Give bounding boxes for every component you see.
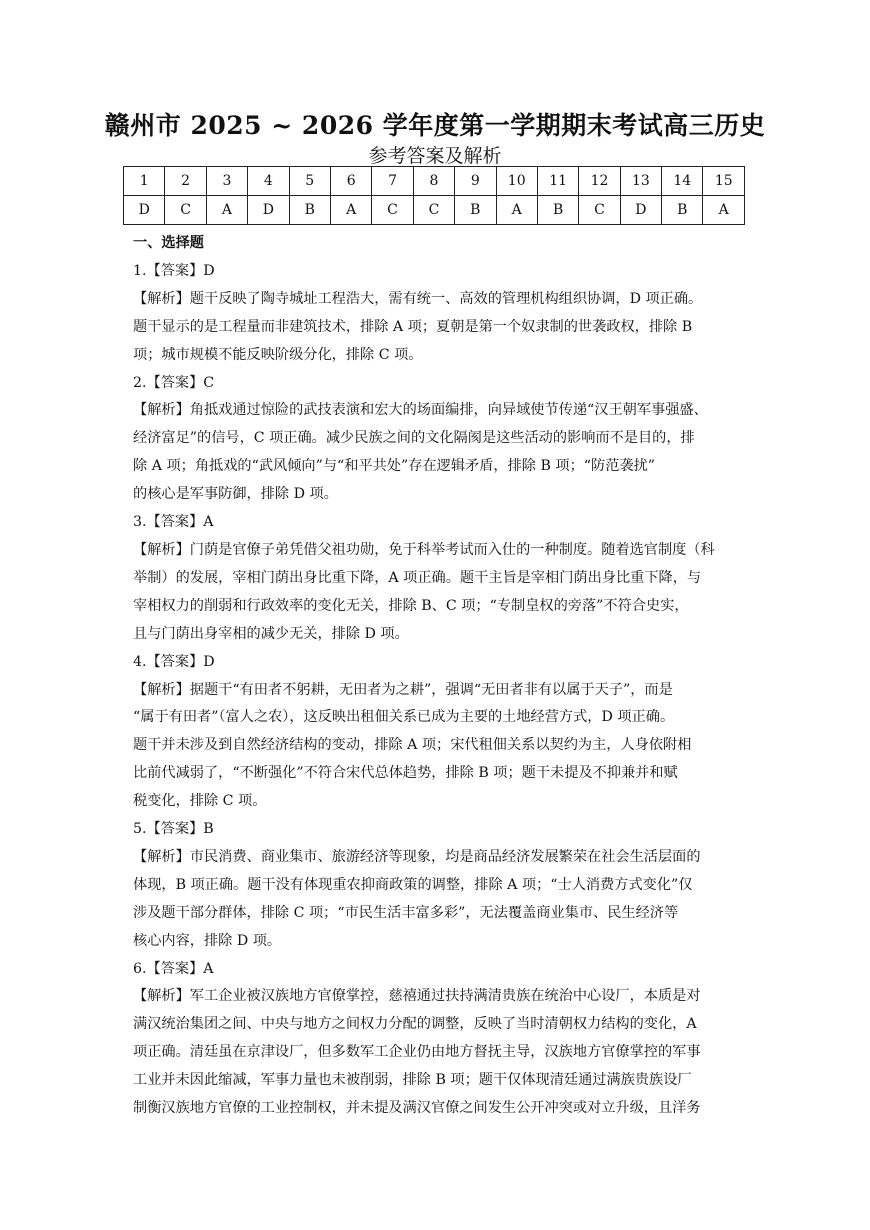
question-number: 9 xyxy=(455,167,496,196)
question-number: 12 xyxy=(579,167,620,196)
question-number: 3 xyxy=(206,167,247,196)
answer-line: 5.【答案】B xyxy=(133,821,214,838)
answer-key-table xyxy=(123,166,745,225)
explanation-line: 项；城市规模不能反映阶级分化，排除 C 项。 xyxy=(133,346,423,363)
explanation-line: 除 A 项；角抵戏的“武风倾向”与“和平共处”存在逻辑矛盾，排除 B 项；“防范袭扰” xyxy=(133,458,656,475)
answer-line: 2.【答案】C xyxy=(133,374,215,391)
answer-letter: B xyxy=(662,196,703,225)
explanation-line: 税变化，排除 C 项。 xyxy=(133,793,267,810)
answer-line: 3.【答案】A xyxy=(133,514,214,531)
question-number: 8 xyxy=(413,167,454,196)
answer-line: 4.【答案】D xyxy=(133,653,215,670)
answer-letter-row xyxy=(124,196,745,225)
page-title: 赣州市 2025 ~ 2026 学年度第一学期期末考试高三历史 xyxy=(104,111,766,140)
explanation-line: 题干显示的是工程量而非建筑技术，排除 A 项；夏朝是第一个奴隶制的世袭政权，排除 B xyxy=(133,318,693,335)
explanation-line: 【解析】市民消费、商业集市、旅游经济等现象，均是商品经济发展繁荣在社会生活层面的 xyxy=(133,848,701,865)
section-heading: 一、选择题 xyxy=(133,235,204,251)
question-number: 2 xyxy=(165,167,206,196)
answer-letter: A xyxy=(703,196,745,225)
answer-number-row xyxy=(124,167,745,196)
question-number: 15 xyxy=(703,167,745,196)
answer-letter: D xyxy=(124,196,165,225)
question-number: 10 xyxy=(496,167,537,196)
answer-letter: B xyxy=(289,196,330,225)
answer-letter: A xyxy=(496,196,537,225)
answer-line: 1.【答案】D xyxy=(133,262,215,279)
explanation-line: “属于有田者”（富人之农），这反映出租佃关系已成为主要的土地经营方式，D 项正确。 xyxy=(133,709,675,726)
explanation-line: 【解析】军工企业被汉族地方官僚掌控，慈禧通过扶持满清贵族在统治中心设厂，本质是对 xyxy=(133,988,701,1005)
explanation-line: 制衡汉族地方官僚的工业控制权，并未提及满汉官僚之间发生公开冲突或对立升级，且洋务 xyxy=(133,1100,701,1117)
explanation-line: 【解析】角抵戏通过惊险的武技表演和宏大的场面编排，向异域使节传递“汉王朝军事强盛、 xyxy=(133,402,708,419)
explanation-line: 体现，B 项正确。题干没有体现重农抑商政策的调整，排除 A 项；“士人消费方式变化”仅 xyxy=(133,876,693,893)
question-number: 4 xyxy=(248,167,289,196)
explanation-line: 【解析】题干反映了陶寺城址工程浩大，需有统一、高效的管理机构组织协调，D 项正确。 xyxy=(133,290,703,307)
answer-letter: B xyxy=(455,196,496,225)
explanation-content xyxy=(133,230,743,1123)
explanation-line: 核心内容，排除 D 项。 xyxy=(133,932,282,949)
explanation-line: 满汉统治集团之间、中央与地方之间权力分配的调整，反映了当时清朝权力结构的变化，A xyxy=(133,1016,697,1033)
explanation-line: 项正确。清廷虽在京津设厂，但多数军工企业仍由地方督抚主导，汉族地方官僚掌控的军事 xyxy=(133,1044,701,1061)
question-number: 14 xyxy=(662,167,703,196)
answer-letter: C xyxy=(165,196,206,225)
question-number: 11 xyxy=(537,167,578,196)
explanation-line: 比前代减弱了，“不断强化”不符合宋代总体趋势，排除 B 项；题干未提及不抑兼并和赋 xyxy=(133,765,678,782)
question-number: 1 xyxy=(124,167,165,196)
explanation-line: 的核心是军事防御，排除 D 项。 xyxy=(133,486,338,503)
explanation-line: 经济富足”的信号，C 项正确。减少民族之间的文化隔阂是这些活动的影响而不是目的，排 xyxy=(133,430,695,447)
explanation-line: 且与门荫出身宰相的减少无关，排除 D 项。 xyxy=(133,625,409,642)
explanation-line: 【解析】据题干“有田者不躬耕，无田者为之耕”，强调“无田者非有以属于天子”，而是 xyxy=(133,681,673,698)
answer-letter: D xyxy=(248,196,289,225)
explanation-line: 工业并未因此缩减，军事力量也未被削弱，排除 B 项；题干仅体现清廷通过满族贵族设厂 xyxy=(133,1072,692,1089)
answer-letter: C xyxy=(413,196,454,225)
explanation-line: 宰相权力的削弱和行政效率的变化无关，排除 B、C 项；“专制皇权的旁落”不符合史实， xyxy=(133,597,689,614)
explanation-line: 【解析】门荫是官僚子弟凭借父祖功勋，免于科举考试而入仕的一种制度。随着选官制度（科 xyxy=(133,541,715,558)
question-number: 6 xyxy=(330,167,371,196)
answer-letter: D xyxy=(620,196,661,225)
answer-letter: B xyxy=(537,196,578,225)
answer-line: 6.【答案】A xyxy=(133,960,214,977)
question-number: 7 xyxy=(372,167,413,196)
page-subtitle: 参考答案及解析 xyxy=(368,145,502,167)
answer-letter: C xyxy=(372,196,413,225)
question-number: 13 xyxy=(620,167,661,196)
answer-letter: C xyxy=(579,196,620,225)
question-number: 5 xyxy=(289,167,330,196)
answer-letter: A xyxy=(330,196,371,225)
explanation-line: 举制）的发展，宰相门荫出身比重下降，A 项正确。题干主旨是宰相门荫出身比重下降，与 xyxy=(133,569,702,586)
explanation-line: 涉及题干部分群体，排除 C 项；“市民生活丰富多彩”，无法覆盖商业集市、民生经济等 xyxy=(133,904,679,921)
explanation-line: 题干并未涉及到自然经济结构的变动，排除 A 项；宋代租佃关系以契约为主，人身依附相 xyxy=(133,737,692,754)
answer-letter: A xyxy=(206,196,247,225)
